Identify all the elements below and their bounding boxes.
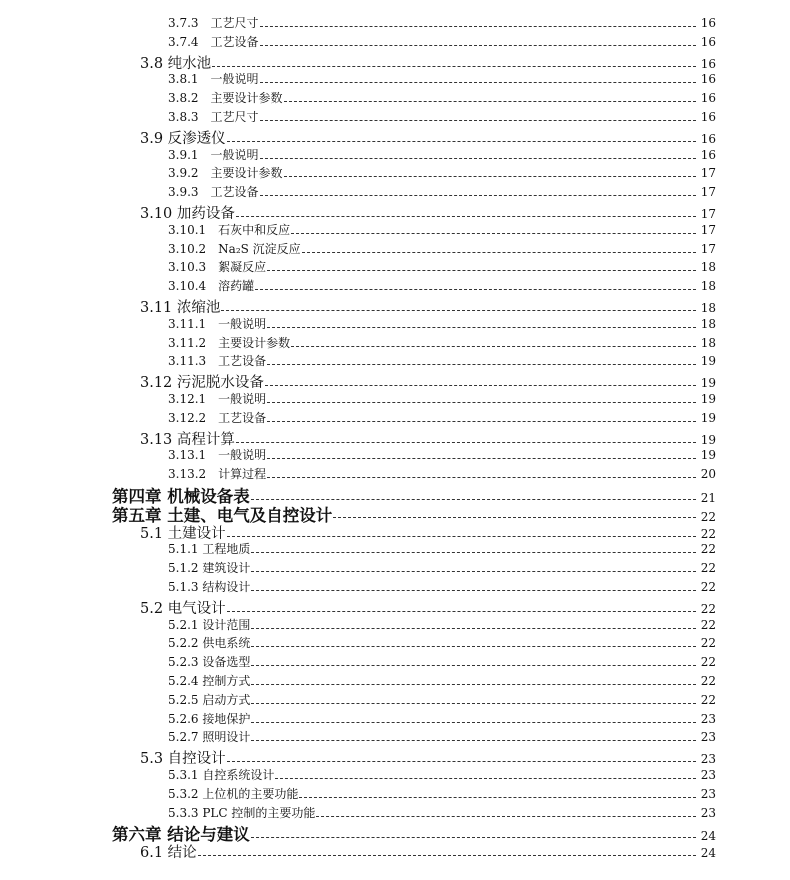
toc-page-number: 16: [700, 147, 716, 162]
toc-entry-title: 5.2.5 启动方式: [168, 692, 251, 707]
toc-entry-title: 3.9.2 主要设计参数: [168, 166, 283, 181]
toc-subsection-entry[interactable]: [168, 334, 716, 351]
toc-page-number: 16: [700, 131, 716, 146]
toc-entry-title: 3.11.3 工艺设备: [168, 354, 267, 369]
toc-entry-title: 3.9 反渗透仪: [140, 130, 226, 147]
toc-subsection-entry[interactable]: [168, 221, 716, 238]
toc-page-number: 17: [700, 241, 716, 256]
dot-leader: [267, 402, 696, 403]
dot-leader: [302, 252, 696, 253]
toc-page-number: 16: [700, 110, 716, 124]
toc-subsection-entry[interactable]: [168, 409, 716, 426]
toc-page-number: 19: [700, 410, 716, 425]
toc-page-number: 23: [700, 752, 716, 767]
toc-page-number: 22: [700, 542, 716, 557]
toc-entry-title: 3.11 浓缩池: [140, 300, 221, 316]
dot-leader: [251, 722, 696, 723]
dot-leader: [316, 816, 696, 817]
toc-page-number: 16: [700, 91, 716, 106]
toc-page-number: 24: [700, 829, 716, 844]
dot-leader: [227, 761, 696, 762]
toc-entry-title: 第六章 结论与建议: [112, 825, 250, 845]
dot-leader: [212, 66, 696, 67]
toc-entry-title: 5.1.1 工程地质: [168, 542, 251, 557]
toc-entry-title: 3.7.4 工艺设备: [168, 34, 259, 49]
toc-page-number: 16: [700, 16, 716, 30]
toc-page-number: 16: [700, 34, 716, 49]
dot-leader: [333, 517, 696, 518]
toc-entry-title: 5.3.1 自控系统设计: [168, 768, 275, 782]
dot-leader: [227, 536, 696, 537]
toc-page-number: 19: [700, 376, 716, 391]
toc-subsection-entry[interactable]: [168, 89, 716, 106]
toc-subsection-entry[interactable]: [168, 634, 716, 651]
toc-subsection-entry[interactable]: [168, 653, 716, 670]
toc-page-number: 17: [700, 185, 716, 200]
toc-subsection-entry[interactable]: [168, 785, 716, 802]
toc-subsection-entry[interactable]: [168, 446, 716, 463]
toc-entry-title: 5.3.3 PLC 控制的主要功能: [168, 805, 316, 820]
dot-leader: [251, 684, 696, 685]
dot-leader: [251, 552, 696, 553]
dot-leader: [260, 45, 696, 46]
dot-leader: [251, 590, 696, 591]
toc-entry-title: 3.11.2 主要设计参数: [168, 335, 291, 350]
toc-subsection-entry[interactable]: [168, 33, 716, 50]
dot-leader: [275, 778, 696, 779]
dot-leader: [267, 477, 696, 478]
toc-entry-title: 3.9.1 一般说明: [168, 147, 259, 162]
toc-entry-title: 5.1.3 结构设计: [168, 580, 251, 594]
toc-entry-title: 5.1 土建设计: [140, 525, 226, 542]
toc-subsection-entry[interactable]: [168, 183, 716, 200]
toc-entry-title: 3.12 污泥脱水设备: [140, 375, 264, 392]
toc-entry-title: 3.13 高程计算: [140, 431, 235, 448]
toc-entry-title: 3.8 纯水池: [140, 55, 212, 72]
toc-page-number: 22: [700, 509, 716, 524]
toc-subsection-entry[interactable]: [168, 315, 716, 332]
toc-page-number: 22: [700, 580, 716, 594]
toc-entry-title: 3.7.3 工艺尺寸: [168, 16, 259, 30]
toc-subsection-entry[interactable]: [168, 146, 716, 163]
toc-subsection-entry[interactable]: [168, 14, 716, 31]
toc-subsection-entry[interactable]: [168, 258, 716, 275]
toc-entry-title: 5.3 自控设计: [140, 751, 226, 768]
dot-leader: [299, 797, 696, 798]
toc-page-number: 19: [700, 448, 716, 463]
toc-entry-title: 3.9.3 工艺设备: [168, 185, 259, 200]
toc-section-entry[interactable]: [140, 841, 716, 862]
toc-page-number: 18: [700, 301, 716, 315]
dot-leader: [251, 646, 696, 647]
dot-leader: [227, 611, 696, 612]
toc-page-number: 16: [700, 72, 716, 87]
dot-leader: [291, 346, 696, 347]
toc-subsection-entry[interactable]: [168, 691, 716, 708]
toc-page-number: 18: [700, 316, 716, 331]
dot-leader: [251, 499, 696, 500]
toc-page-number: 22: [700, 526, 716, 541]
toc-entry-title: 3.12.1 一般说明: [168, 392, 267, 406]
toc-page-number: 24: [700, 846, 716, 861]
toc-subsection-entry[interactable]: [168, 164, 716, 181]
dot-leader: [260, 26, 696, 27]
toc-page-number: 23: [700, 768, 716, 782]
toc-entry-title: 3.8.1 一般说明: [168, 72, 259, 87]
toc-entry-title: 3.8.2 主要设计参数: [168, 91, 283, 106]
toc-subsection-entry[interactable]: [168, 240, 716, 257]
toc-page-number: 22: [700, 561, 716, 576]
toc-subsection-entry[interactable]: [168, 559, 716, 576]
toc-entry-title: 3.12.2 工艺设备: [168, 410, 267, 425]
toc-page-number: 21: [700, 491, 716, 505]
toc-entry-title: 5.1.2 建筑设计: [168, 561, 251, 576]
toc-entry-title: 3.11.1 一般说明: [168, 316, 267, 331]
toc-page-number: 19: [700, 354, 716, 369]
toc-entry-title: 5.2.7 照明设计: [168, 730, 251, 745]
dot-leader: [284, 176, 696, 177]
toc-entry-title: 5.2.3 设备选型: [168, 655, 251, 670]
toc-subsection-entry[interactable]: [168, 465, 716, 482]
toc-page-number: 23: [700, 805, 716, 820]
dot-leader: [227, 141, 696, 142]
dot-leader: [251, 665, 696, 666]
dot-leader: [221, 310, 696, 311]
toc-page-number: 19: [700, 432, 716, 447]
toc-entry-title: 3.8.3 工艺尺寸: [168, 110, 259, 124]
dot-leader: [251, 703, 696, 704]
toc-entry-title: 3.10.3 絮凝反应: [168, 260, 267, 275]
toc-page-number: 22: [700, 692, 716, 707]
dot-leader: [267, 327, 696, 328]
toc-subsection-entry[interactable]: [168, 70, 716, 87]
dot-leader: [265, 385, 696, 386]
dot-leader: [255, 289, 696, 290]
toc-entry-title: 3.10.4 溶药罐: [168, 279, 255, 294]
dot-leader: [251, 628, 696, 629]
dot-leader: [260, 82, 696, 83]
toc-page-number: 23: [700, 711, 716, 726]
toc-entry-title: 3.10.2 Na₂S 沉淀反应: [168, 241, 301, 256]
toc-subsection-entry[interactable]: [168, 616, 716, 633]
toc-entry-title: 5.3.2 上位机的主要功能: [168, 786, 299, 801]
dot-leader: [284, 101, 696, 102]
toc-subsection-entry[interactable]: [168, 578, 716, 595]
toc-subsection-entry[interactable]: [168, 108, 716, 125]
toc-entry-title: 3.10.1 石灰中和反应: [168, 222, 291, 237]
toc-subsection-entry[interactable]: [168, 672, 716, 689]
toc-subsection-entry[interactable]: [168, 728, 716, 745]
toc-entry-title: 3.13.2 计算过程: [168, 467, 267, 482]
toc-page-number: 22: [700, 674, 716, 688]
toc-subsection-entry[interactable]: [168, 540, 716, 557]
dot-leader: [251, 837, 696, 838]
toc-page-number: 18: [700, 335, 716, 350]
toc-page-number: 22: [700, 655, 716, 670]
dot-leader: [251, 571, 696, 572]
toc-page-number: 22: [700, 601, 716, 616]
toc-entry-title: 5.2.2 供电系统: [168, 636, 251, 651]
toc-entry-title: 3.10 加药设备: [140, 206, 235, 222]
toc-subsection-entry[interactable]: [168, 710, 716, 727]
toc-page-number: 18: [700, 260, 716, 275]
toc-subsection-entry[interactable]: [168, 390, 716, 407]
dot-leader: [260, 120, 696, 121]
toc-entry-title: 5.2.1 设计范围: [168, 617, 251, 632]
toc-page-number: 22: [700, 636, 716, 651]
toc-page-number: 16: [700, 56, 716, 71]
dot-leader: [267, 270, 696, 271]
toc-subsection-entry[interactable]: [168, 766, 716, 783]
toc-entry-title: 第四章 机械设备表: [112, 487, 250, 506]
dot-leader: [251, 740, 696, 741]
toc-page-number: 17: [700, 222, 716, 237]
toc-subsection-entry[interactable]: [168, 277, 716, 294]
toc-page-number: 19: [700, 392, 716, 406]
dot-leader: [267, 364, 696, 365]
dot-leader: [267, 421, 696, 422]
dot-leader: [267, 458, 696, 459]
toc-page-number: 17: [700, 166, 716, 181]
toc-page-number: 17: [700, 207, 716, 221]
toc-entry-title: 3.13.1 一般说明: [168, 448, 267, 463]
toc-entry-title: 5.2.6 接地保护: [168, 711, 251, 726]
dot-leader: [260, 158, 696, 159]
toc-page-number: 18: [700, 279, 716, 294]
dot-leader: [260, 195, 696, 196]
toc-entry-title: 第五章 土建、电气及自控设计: [112, 505, 333, 525]
toc-entry-title: 5.2 电气设计: [140, 600, 226, 617]
toc-subsection-entry[interactable]: [168, 804, 716, 821]
toc-page-number: 23: [700, 730, 716, 745]
toc-page-number: 22: [700, 617, 716, 632]
dot-leader: [198, 855, 696, 856]
toc-entry-title: 6.1 结论: [140, 845, 197, 862]
toc-page-number: 23: [700, 786, 716, 801]
toc-entry-title: 5.2.4 控制方式: [168, 674, 251, 688]
dot-leader: [236, 442, 696, 443]
toc-subsection-entry[interactable]: [168, 352, 716, 369]
dot-leader: [291, 233, 696, 234]
toc-page-number: 20: [700, 467, 716, 482]
dot-leader: [236, 216, 696, 217]
